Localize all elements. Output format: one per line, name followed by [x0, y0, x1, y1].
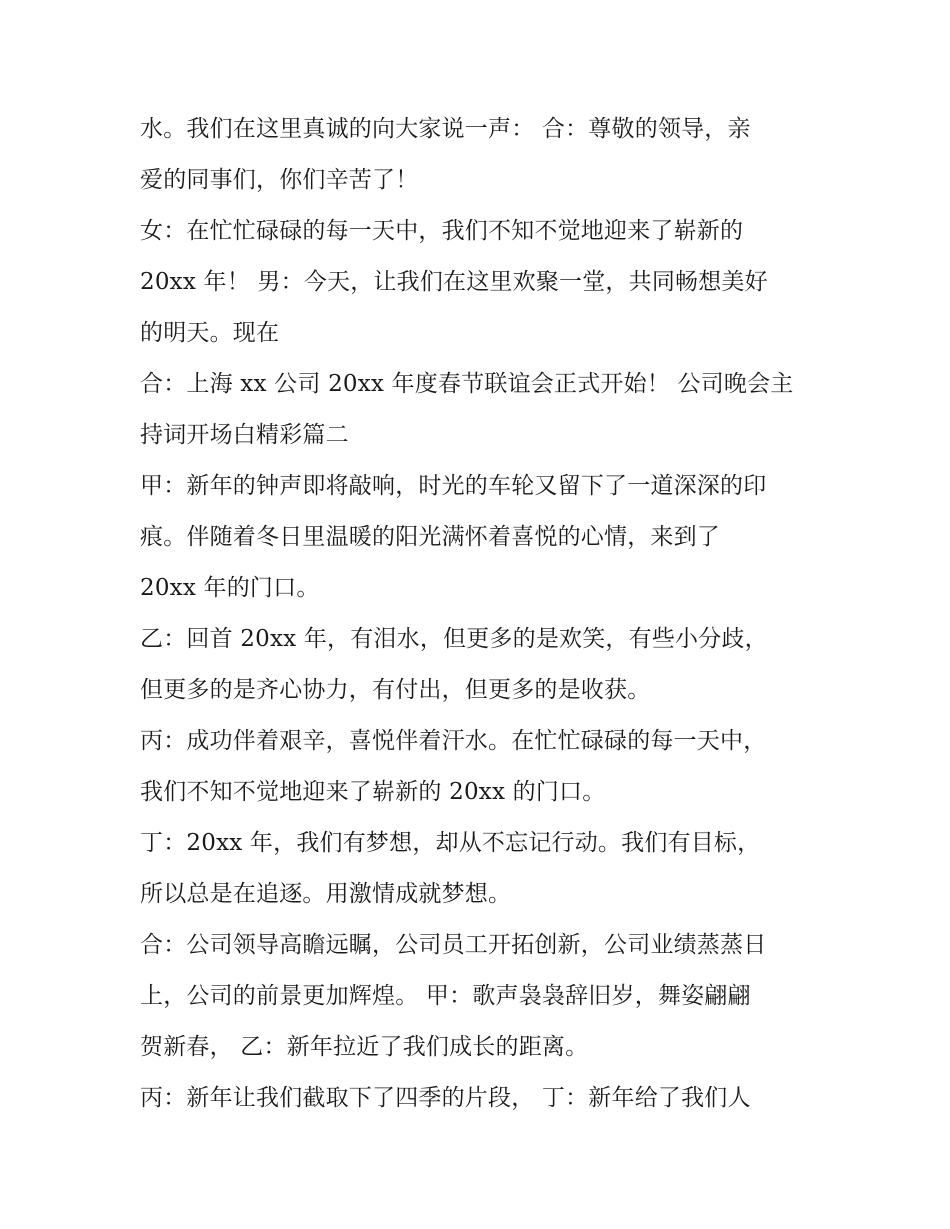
text-line-20: 丙：新年让我们截取下了四季的片段， 丁：新年给了我们人	[140, 1085, 751, 1111]
text-line-3: 女：在忙忙碌碌的每一天中，我们不知不觉地迎来了崭新的	[140, 218, 744, 244]
text-line-17: 合：公司领导高瞻远瞩，公司员工开拓创新，公司业绩蒸蒸日	[140, 932, 767, 958]
text-line-15: 丁：20xx 年，我们有梦想，却从不忘记行动。我们有目标，	[140, 830, 761, 856]
text-line-4: 20xx 年！ 男：今天，让我们在这里欢聚一堂，共同畅想美好	[140, 269, 768, 295]
text-line-9: 痕。伴随着冬日里温暖的阳光满怀着喜悦的心情，来到了	[140, 524, 720, 550]
text-line-16: 所以总是在追逐。用激情成就梦想。	[140, 881, 512, 907]
text-line-14: 我们不知不觉地迎来了崭新的 20xx 的门口。	[140, 779, 606, 805]
text-line-19: 贺新春， 乙：新年拉近了我们成长的距离。	[140, 1034, 589, 1060]
text-line-18: 上，公司的前景更加辉煌。 甲：歌声袅袅辞旧岁，舞姿翩翩	[140, 983, 751, 1009]
text-line-2: 爱的同事们，你们辛苦了！	[140, 167, 419, 193]
text-line-10: 20xx 年的门口。	[140, 575, 320, 601]
document-text-body	[140, 104, 830, 1124]
text-line-11: 乙：回首 20xx 年，有泪水，但更多的是欢笑，有些小分歧，	[140, 626, 768, 652]
text-line-7: 持词开场白精彩篇二	[140, 422, 349, 448]
text-line-12: 但更多的是齐心协力，有付出，但更多的是收获。	[140, 677, 651, 703]
text-line-6: 合：上海 xx 公司 20xx 年度春节联谊会正式开始！ 公司晚会主	[140, 371, 794, 397]
text-line-13: 丙：成功伴着艰辛，喜悦伴着汗水。在忙忙碌碌的每一天中，	[140, 728, 767, 754]
text-line-5: 的明天。现在	[140, 320, 280, 346]
text-line-1: 水。我们在这里真诚的向大家说一声： 合：尊敬的领导，亲	[140, 116, 751, 142]
text-line-8: 甲：新年的钟声即将敲响，时光的车轮又留下了一道深深的印	[140, 473, 767, 499]
